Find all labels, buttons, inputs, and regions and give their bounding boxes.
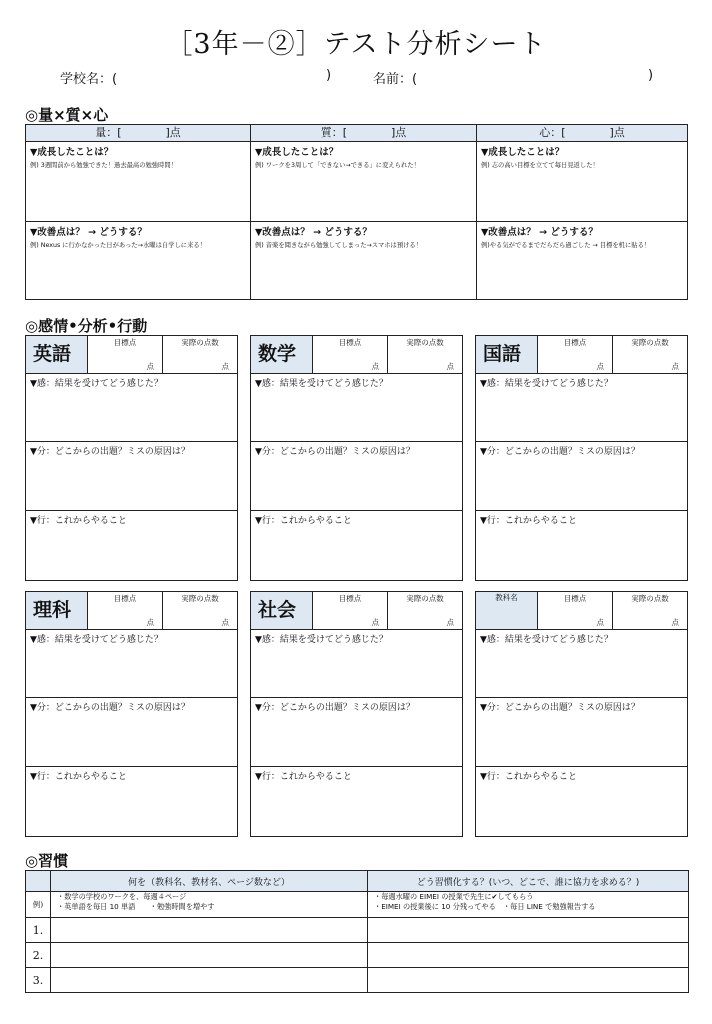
qq-column-header: 心：[ ]点 (477, 125, 687, 142)
habit-example-how-line: ・毎週水曜の EIMEI の授業で先生に✔してもらう (374, 892, 534, 901)
feeling-field[interactable] (26, 630, 237, 698)
actual-score-field[interactable] (613, 592, 687, 629)
target-score-label: 目標点 (113, 338, 137, 347)
habit-example-how (368, 892, 689, 918)
subject-box (250, 591, 463, 837)
habit-how-cell[interactable] (368, 918, 689, 943)
score-unit: 点 (221, 618, 229, 627)
subject-body (251, 630, 462, 836)
subject-header (251, 336, 462, 374)
subject-header (251, 592, 462, 630)
subject-name: 理科 (26, 592, 88, 629)
actual-score-field[interactable] (163, 592, 237, 629)
analysis-field[interactable] (476, 442, 687, 511)
feeling-field[interactable] (476, 374, 687, 442)
habit-row-number: 2. (26, 943, 51, 968)
habit-row-number: 1. (26, 918, 51, 943)
subject-name: 社会 (251, 592, 313, 629)
subject-box (25, 591, 238, 837)
subject-name: 国語 (476, 336, 538, 373)
habit-how-cell[interactable] (368, 968, 689, 993)
subject-name: 教科名 (476, 592, 538, 629)
feeling-question: ▼感：結果を受けてどう感じた？ (255, 379, 388, 389)
analysis-field[interactable] (26, 698, 237, 767)
page-title: ［3年－②］テスト分析シート (165, 29, 547, 60)
improve-example: 例) Nexus に行かなかった日があった→水曜は自学しに来る！ (30, 242, 206, 249)
action-question: ▼行：これからやること (255, 772, 352, 782)
section-heading-habit: ◎習慣 (25, 852, 69, 870)
action-question: ▼行：これからやること (30, 516, 127, 526)
actual-score-label: 実際の点数 (631, 594, 669, 603)
score-unit: 点 (671, 362, 679, 371)
actual-score-label: 実際の点数 (406, 594, 444, 603)
feeling-question: ▼感：結果を受けてどう感じた？ (30, 635, 163, 645)
score-unit: 点 (371, 362, 379, 371)
improve-cell[interactable] (26, 222, 250, 299)
score-unit: 点 (446, 618, 454, 627)
actual-score-field[interactable] (163, 336, 237, 373)
feeling-field[interactable] (251, 630, 462, 698)
subject-header (26, 336, 237, 374)
analysis-question: ▼分：どこからの出題？ミスの原因は？ (30, 703, 190, 713)
growth-example: 例) ワークを3周して「できない→できる」に変えられた！ (255, 162, 420, 169)
habit-header-how: どう習慣化する？(いつ、どこで、誰に協力を求める？) (368, 871, 689, 892)
analysis-question: ▼分：どこからの出題？ミスの原因は？ (255, 703, 415, 713)
actual-score-label: 実際の点数 (406, 338, 444, 347)
section-heading-emotion-analysis-action: ◎感情•分析•行動 (25, 317, 148, 335)
growth-question: ▼成長したことは？ (30, 147, 114, 158)
habit-example-label: 例) (26, 892, 51, 918)
quantity-quality-mind-table (25, 124, 688, 300)
feeling-field[interactable] (26, 374, 237, 442)
subject-header (26, 592, 237, 630)
analysis-question: ▼分：どこからの出題？ミスの原因は？ (480, 447, 640, 457)
subject-box (250, 335, 463, 581)
improve-question: ▼改善点は？ → どうする？ (481, 227, 598, 238)
feeling-field[interactable] (476, 630, 687, 698)
target-score-field[interactable] (88, 336, 163, 373)
analysis-field[interactable] (251, 698, 462, 767)
subject-header (476, 592, 687, 630)
improve-example: 例) 音楽を聞きながら勉強してしまった→スマホは預ける！ (255, 242, 423, 249)
action-field[interactable] (26, 767, 237, 834)
subject-header (476, 336, 687, 374)
subject-body (251, 374, 462, 580)
habit-header-what: 何を（教科名、教材名、ページ数など） (51, 871, 368, 892)
qq-column-mind (477, 125, 687, 299)
score-unit: 点 (596, 362, 604, 371)
habit-example-what-line: ・英単語を毎日 10 単語 ・勉強時間を増やす (57, 902, 215, 911)
improve-question: ▼改善点は？ → どうする？ (30, 227, 147, 238)
name-label: 名前：( (373, 72, 418, 87)
habit-corner (26, 871, 51, 892)
qq-column-header: 量：[ ]点 (26, 125, 250, 142)
habit-what-cell[interactable] (51, 918, 368, 943)
action-question: ▼行：これからやること (480, 772, 577, 782)
score-unit: 点 (146, 362, 154, 371)
subject-body (476, 630, 687, 836)
qq-column-quality (251, 125, 477, 299)
action-question: ▼行：これからやること (255, 516, 352, 526)
analysis-question: ▼分：どこからの出題？ミスの原因は？ (30, 447, 190, 457)
target-score-field[interactable] (88, 592, 163, 629)
feeling-question: ▼感：結果を受けてどう感じた？ (480, 379, 613, 389)
growth-question: ▼成長したことは？ (255, 147, 339, 158)
target-score-field[interactable] (313, 592, 388, 629)
score-unit: 点 (446, 362, 454, 371)
improve-example: 例)やる気がでるまでだらだら過ごした → 目標を机に貼る！ (481, 242, 651, 249)
feeling-field[interactable] (251, 374, 462, 442)
action-field[interactable] (251, 767, 462, 834)
actual-score-field[interactable] (388, 592, 462, 629)
target-score-field[interactable] (538, 592, 613, 629)
subject-body (26, 630, 237, 836)
habit-row-number: 3. (26, 968, 51, 993)
analysis-field[interactable] (476, 698, 687, 767)
score-unit: 点 (221, 362, 229, 371)
target-score-label: 目標点 (563, 594, 587, 603)
habit-example-what-line: ・数学の学校のワークを、毎週４ページ (57, 892, 187, 901)
school-label: 学校名：( (60, 72, 118, 87)
growth-cell[interactable] (477, 142, 687, 222)
score-unit: 点 (596, 618, 604, 627)
subject-box (475, 591, 688, 837)
habit-example-how-line: ・EIMEI の授業後に 10 分残ってやる ・毎日 LINE で勉強報告する (374, 902, 596, 911)
subject-body (476, 374, 687, 580)
analysis-question: ▼分：どこからの出題？ミスの原因は？ (480, 703, 640, 713)
target-score-label: 目標点 (113, 594, 137, 603)
subject-box (475, 335, 688, 581)
target-score-field[interactable] (313, 336, 388, 373)
qq-column-quantity (26, 125, 251, 299)
section-heading-ryo-shitsu-kokoro: ◎量×質×心 (25, 106, 109, 124)
school-close: ) (326, 68, 332, 83)
habit-example-what (51, 892, 368, 918)
subject-box (25, 335, 238, 581)
improve-cell[interactable] (477, 222, 687, 299)
subject-name: 数学 (251, 336, 313, 373)
improve-question: ▼改善点は？ → どうする？ (255, 227, 372, 238)
action-field[interactable] (476, 511, 687, 578)
action-question: ▼行：これからやること (30, 772, 127, 782)
analysis-question: ▼分：どこからの出題？ミスの原因は？ (255, 447, 415, 457)
feeling-question: ▼感：結果を受けてどう感じた？ (480, 635, 613, 645)
actual-score-label: 実際の点数 (181, 338, 219, 347)
actual-score-label: 実際の点数 (631, 338, 669, 347)
improve-cell[interactable] (251, 222, 476, 299)
habit-how-cell[interactable] (368, 943, 689, 968)
target-score-label: 目標点 (338, 338, 362, 347)
habit-what-cell[interactable] (51, 943, 368, 968)
target-score-label: 目標点 (338, 594, 362, 603)
feeling-question: ▼感：結果を受けてどう感じた？ (30, 379, 163, 389)
analysis-field[interactable] (26, 442, 237, 511)
score-unit: 点 (371, 618, 379, 627)
name-close: ) (648, 68, 654, 83)
feeling-question: ▼感：結果を受けてどう感じた？ (255, 635, 388, 645)
growth-cell[interactable] (26, 142, 250, 222)
target-score-label: 目標点 (563, 338, 587, 347)
habit-what-cell[interactable] (51, 968, 368, 993)
action-field[interactable] (251, 511, 462, 578)
habit-table (25, 870, 689, 993)
growth-example: 例) 志の高い目標を立てて毎日見返した！ (481, 162, 599, 169)
actual-score-field[interactable] (613, 336, 687, 373)
growth-example: 例) 3週間前から勉強できた！過去最高の勉強時間！ (30, 162, 177, 169)
analysis-field[interactable] (251, 442, 462, 511)
subject-body (26, 374, 237, 580)
action-field[interactable] (476, 767, 687, 834)
growth-cell[interactable] (251, 142, 476, 222)
subject-name: 英語 (26, 336, 88, 373)
qq-column-header: 質：[ ]点 (251, 125, 476, 142)
action-field[interactable] (26, 511, 237, 578)
target-score-field[interactable] (538, 336, 613, 373)
actual-score-field[interactable] (388, 336, 462, 373)
growth-question: ▼成長したことは？ (481, 147, 565, 158)
action-question: ▼行：これからやること (480, 516, 577, 526)
actual-score-label: 実際の点数 (181, 594, 219, 603)
score-unit: 点 (146, 618, 154, 627)
score-unit: 点 (671, 618, 679, 627)
